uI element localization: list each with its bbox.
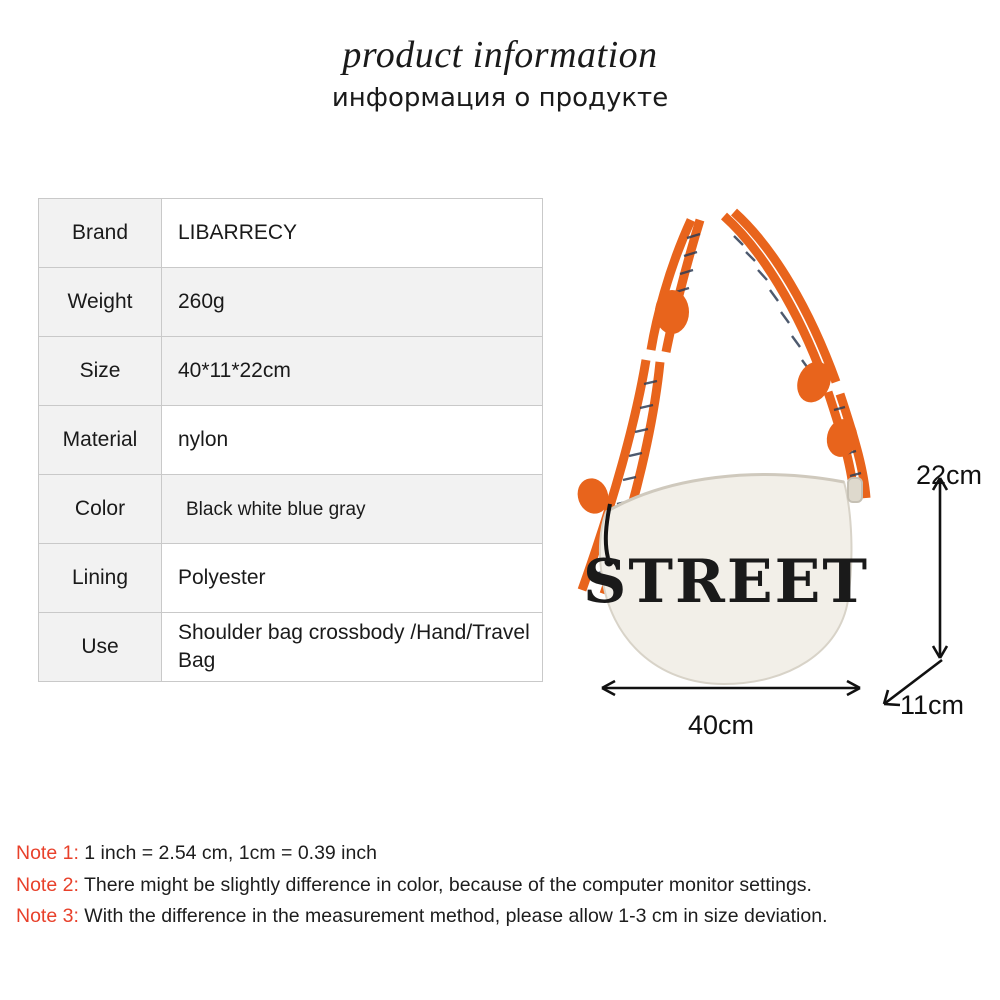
spec-label-material: Material bbox=[39, 406, 162, 475]
dimension-label-depth: 11cm bbox=[900, 690, 965, 720]
table-row bbox=[39, 199, 543, 268]
dimension-label-width: 40cm bbox=[688, 710, 755, 740]
spec-label-size: Size bbox=[39, 337, 162, 406]
table-row bbox=[39, 406, 543, 475]
page-title-ru: информация о продукте bbox=[331, 82, 669, 113]
table-row bbox=[39, 475, 543, 544]
product-spec-table bbox=[38, 198, 543, 682]
page-title-en: product information bbox=[342, 34, 658, 76]
bag-logo-text: STREET bbox=[583, 547, 869, 617]
spec-label-use: Use bbox=[39, 613, 162, 682]
table-row bbox=[39, 613, 543, 682]
spec-value-use: Shoulder bag crossbody /Hand/Travel Bag bbox=[162, 613, 543, 682]
spec-label-lining: Lining bbox=[39, 544, 162, 613]
page-header bbox=[0, 34, 1000, 114]
dimension-label-height: 22cm bbox=[916, 460, 983, 490]
spec-value-brand: LIBARRECY bbox=[162, 199, 543, 268]
note-text: 1 inch = 2.54 cm, 1cm = 0.39 inch bbox=[84, 842, 377, 864]
spec-value-color-text: Black white blue gray bbox=[186, 499, 366, 520]
spec-value-weight: 260g bbox=[162, 268, 543, 337]
spec-value-size: 40*11*22cm bbox=[162, 337, 543, 406]
spec-label-color: Color bbox=[39, 475, 162, 544]
spec-value-material: nylon bbox=[162, 406, 543, 475]
rope-knot-left bbox=[655, 290, 689, 334]
note-line bbox=[16, 870, 991, 902]
note-text: With the difference in the measurement method, please allow 1-3 cm in size deviation. bbox=[84, 905, 828, 928]
note-line bbox=[16, 838, 991, 870]
table-row bbox=[39, 268, 543, 337]
notes-section bbox=[16, 838, 991, 933]
note-tag: Note 2: bbox=[16, 873, 79, 896]
product-image-area bbox=[548, 160, 1000, 780]
table-row bbox=[39, 544, 543, 613]
note-line bbox=[16, 901, 991, 933]
strap-clip-icon bbox=[848, 478, 862, 502]
table-row bbox=[39, 337, 543, 406]
spec-value-color bbox=[162, 475, 543, 544]
note-tag: Note 3: bbox=[16, 905, 79, 928]
spec-label-brand: Brand bbox=[39, 199, 162, 268]
note-text: There might be slightly difference in color, because of the computer monitor settings. bbox=[83, 873, 812, 896]
note-tag: Note 1: bbox=[16, 842, 79, 864]
spec-label-weight: Weight bbox=[39, 268, 162, 337]
spec-value-lining: Polyester bbox=[162, 544, 543, 613]
